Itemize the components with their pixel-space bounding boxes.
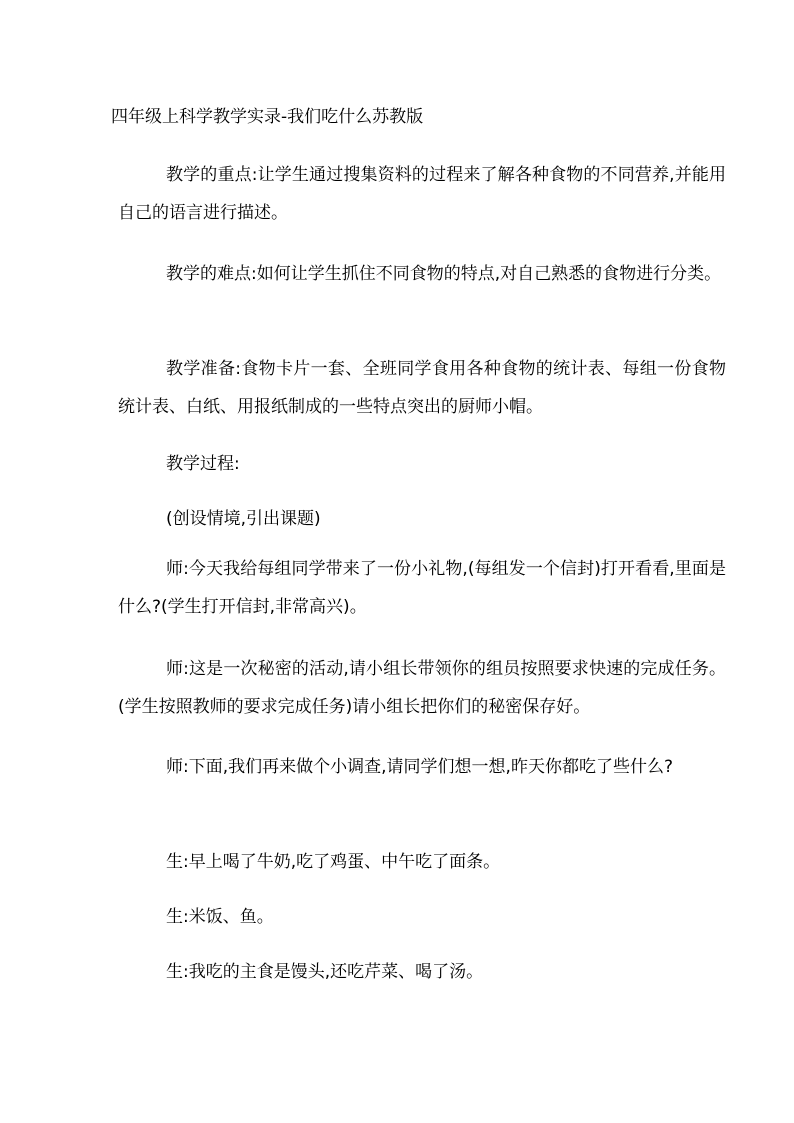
paragraph-student-answer-2: 生:米饭、鱼。	[166, 907, 274, 927]
paragraph-teacher-survey: 师:下面,我们再来做个小调查,请同学们想一想,昨天你都吃了些什么?	[166, 757, 673, 777]
paragraph-teaching-difficulty: 教学的难点:如何让学生抓住不同食物的特点,对自己熟悉的食物进行分类。	[166, 264, 722, 284]
paragraph-teacher-gift: 师:今天我给每组同学带来了一份小礼物,(每组发一个信封)打开看看,里面是什么?(学生打开信封,非常高兴)。	[118, 559, 726, 617]
paragraph-student-answer-3: 生:我吃的主食是馒头,还吃芹菜、喝了汤。	[166, 962, 484, 982]
paragraph-student-answer-1: 生:早上喝了牛奶,吃了鸡蛋、中午吃了面条。	[166, 852, 501, 872]
paragraph-teaching-process: 教学过程:	[166, 454, 240, 474]
paragraph-teaching-focus: 教学的重点:让学生通过搜集资料的过程来了解各种食物的不同营养,并能用自己的语言进行描述。	[118, 165, 726, 223]
paragraph-section-intro: (创设情境,引出课题)	[166, 509, 321, 529]
paragraph-teacher-secret: 师:这是一次秘密的活动,请小组长带领你的组员按照要求快速的完成任务。(学生按照教师的要求完成任务)请小组长把你们的秘密保存好。	[118, 659, 726, 717]
document-title: 四年级上科学教学实录-我们吃什么苏教版	[111, 107, 424, 127]
paragraph-teaching-preparation: 教学准备:食物卡片一套、全班同学食用各种食物的统计表、每组一份食物统计表、白纸、用报纸制成的一些特点突出的厨师小帽。	[118, 359, 726, 417]
